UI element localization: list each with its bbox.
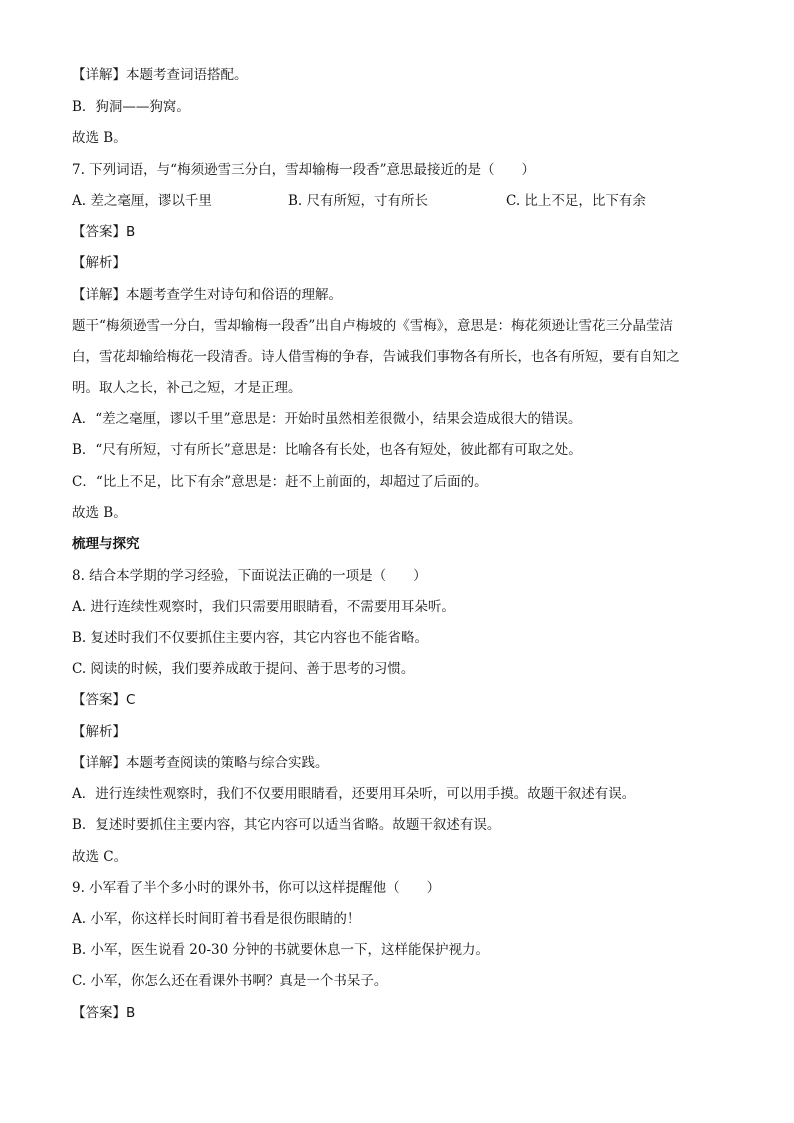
answer-line: 【答案】C <box>72 692 136 708</box>
answer-line: 【答案】B <box>72 224 136 240</box>
explanation-line: 【详解】本题考查阅读的策略与综合实践。 <box>72 755 329 771</box>
answer-line: 【答案】B <box>72 1005 136 1021</box>
text-line: B．复述时要抓住主要内容，其它内容可以适当省略。故题干叙述有误。 <box>72 817 501 833</box>
analysis-heading: 【解析】 <box>72 724 126 740</box>
q7-option-c: C. 比上不足，比下有余 <box>506 193 646 209</box>
analysis-heading: 【解析】 <box>72 255 126 271</box>
question-7: 7. 下列词语，与“梅须逊雪三分白，雪却输梅一段香”意思最接近的是（ ） <box>72 162 535 178</box>
text-line: A．“差之毫厘，谬以千里”意思是：开始时虽然相差很微小，结果会造成很大的错误。 <box>72 411 582 427</box>
q8-option-c: C. 阅读的时候，我们要养成敢于提问、善于思考的习惯。 <box>72 661 415 677</box>
q8-option-a: A. 进行连续性观察时，我们只需要用眼睛看，不需要用耳朵听。 <box>72 599 455 615</box>
question-8: 8. 结合本学期的学习经验，下面说法正确的一项是（ ） <box>72 568 427 584</box>
q8-option-b: B. 复述时我们不仅要抓住主要内容，其它内容也不能省略。 <box>72 630 429 646</box>
section-heading: 梳理与探究 <box>72 536 140 552</box>
question-9: 9. 小军看了半个多小时的课外书，你可以这样提醒他（ ） <box>72 880 441 896</box>
text-line: B．“尺有所短，寸有所长”意思是：比喻各有长处，也各有短处，彼此都有可取之处。 <box>72 442 582 458</box>
conclusion-line: 故选 C。 <box>72 849 128 865</box>
text-line: 明。取人之长，补己之短，才是正理。 <box>72 380 302 396</box>
q9-option-b: B. 小军，医生说看 20-30 分钟的书就要休息一下，这样能保护视力。 <box>72 942 490 958</box>
explanation-line: 【详解】本题考查词语搭配。 <box>72 67 248 83</box>
text-line: B．狗洞——狗窝。 <box>72 99 190 115</box>
text-line: A．进行连续性观察时，我们不仅要用眼睛看，还要用耳朵听，可以用手摸。故题干叙述有误。 <box>72 786 636 802</box>
q9-option-a: A. 小军，你这样长时间盯着书看是很伤眼睛的！ <box>72 911 361 927</box>
conclusion-line: 故选 B。 <box>72 505 127 521</box>
q7-option-b: B. 尺有所短，寸有所长 <box>288 193 429 209</box>
explanation-line: 【详解】本题考查学生对诗句和俗语的理解。 <box>72 287 342 303</box>
text-line: 白，雪花却输给梅花一段清香。诗人借雪梅的争春，告诫我们事物各有所长，也各有所短，要有自知之 <box>72 349 680 365</box>
text-line: 题干“梅须逊雪一分白，雪却输梅一段香”出自卢梅坡的《雪梅》，意思是：梅花须逊让雪花三分晶莹洁 <box>72 318 674 334</box>
q9-option-c: C. 小军，你怎么还在看课外书啊？真是一个书呆子。 <box>72 973 388 989</box>
q7-option-a: A. 差之毫厘，谬以千里 <box>72 193 212 209</box>
text-line: C．“比上不足，比下有余”意思是：赶不上前面的，却超过了后面的。 <box>72 474 488 490</box>
conclusion-line: 故选 B。 <box>72 130 127 146</box>
